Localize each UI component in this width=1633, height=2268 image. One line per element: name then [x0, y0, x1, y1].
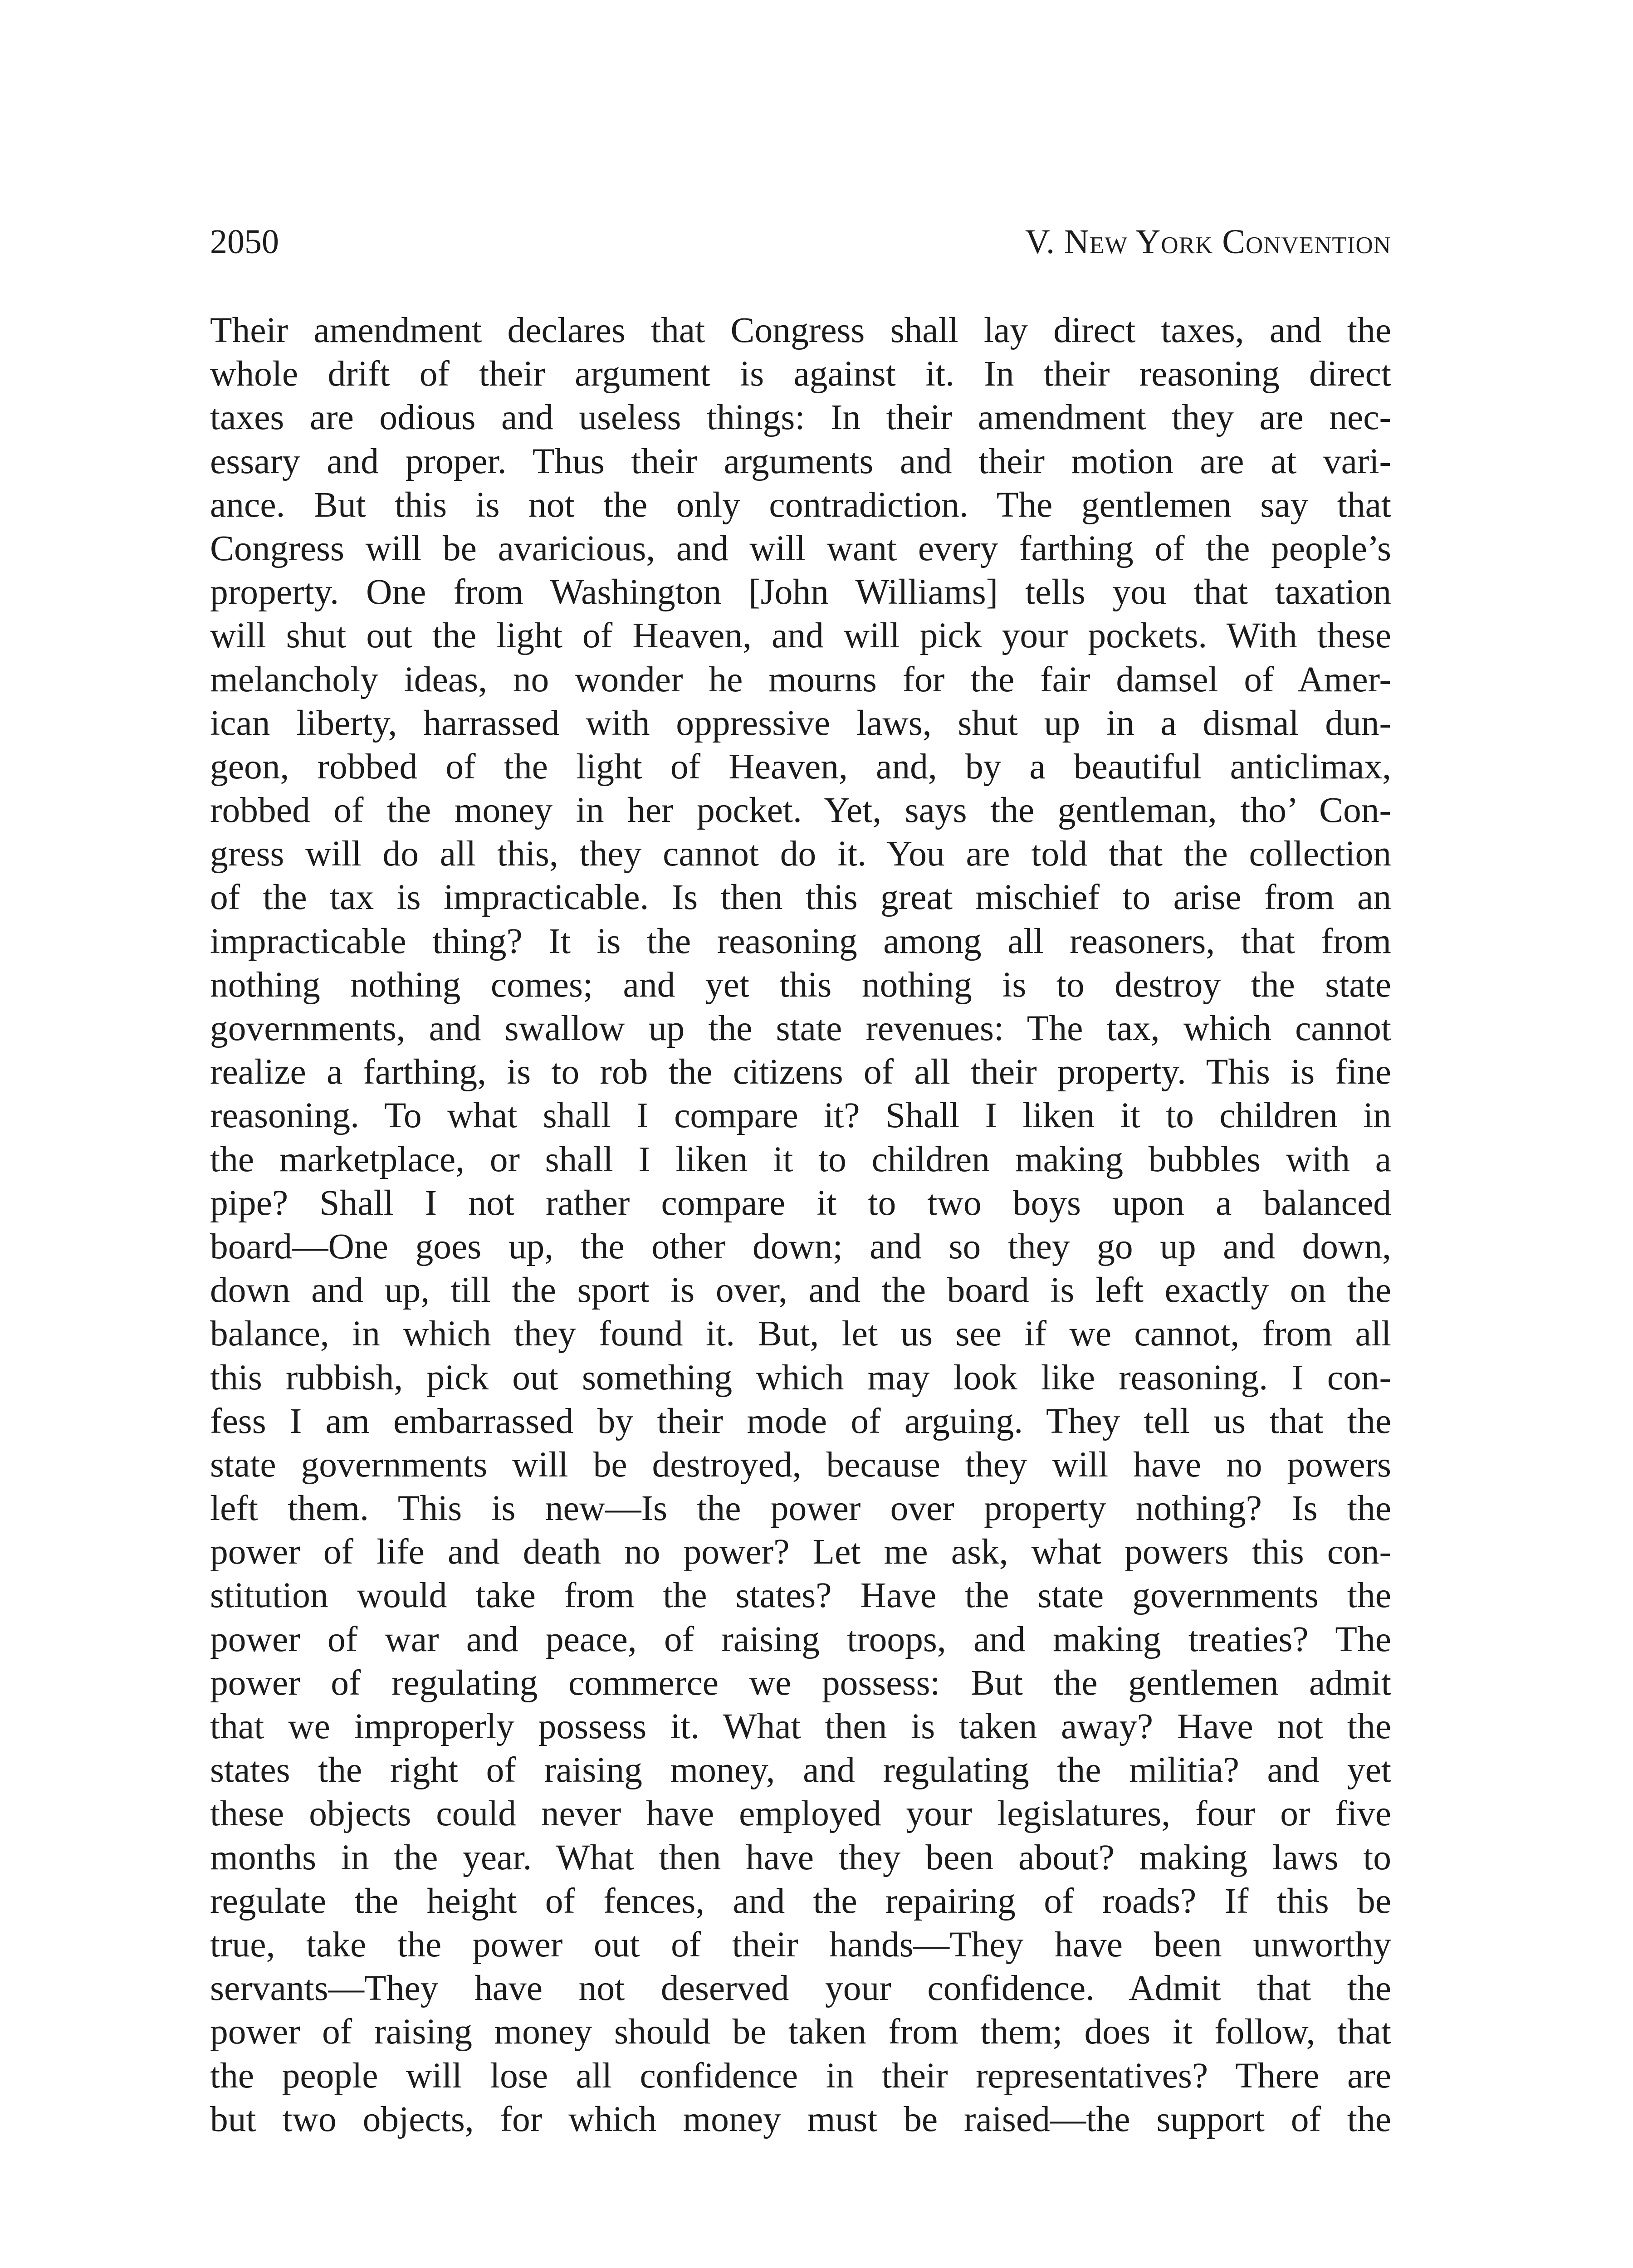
text-line: power of war and peace, of raising troops, and making treaties? The: [210, 1619, 1391, 1659]
text-line: melancholy ideas, no wonder he mourns for the fair damsel of Amer-: [210, 659, 1391, 699]
text-line: this rubbish, pick out something which may look like reasoning. I con-: [210, 1357, 1391, 1398]
text-line: stitution would take from the states? Have the state governments the: [210, 1575, 1391, 1616]
text-line: nothing nothing comes; and yet this nothing is to destroy the state: [210, 964, 1391, 1005]
text-line: property. One from Washington [John Williams] tells you that taxation: [210, 572, 1391, 612]
text-line: ican liberty, harrassed with oppressive laws, shut up in a dismal dun-: [210, 703, 1391, 743]
text-line: whole drift of their argument is against it. In their reasoning direct: [210, 354, 1391, 394]
text-line: board—One goes up, the other down; and so they go up and down,: [210, 1226, 1391, 1266]
text-line: power of regulating commerce we possess: But the gentlemen admit: [210, 1662, 1391, 1703]
text-line: essary and proper. Thus their arguments and their motion are at vari-: [210, 441, 1391, 481]
text-line: ance. But this is not the only contradiction. The gentlemen say that: [210, 484, 1391, 525]
text-line: regulate the height of fences, and the repairing of roads? If this be: [210, 1881, 1391, 1921]
text-line: will shut out the light of Heaven, and will pick your pockets. With these: [210, 616, 1391, 656]
text-line: the marketplace, or shall I liken it to children making bubbles with a: [210, 1139, 1391, 1179]
text-line: of the tax is impracticable. Is then this great mischief to arise from an: [210, 877, 1391, 918]
text-line: Congress will be avaricious, and will want every farthing of the people’s: [210, 528, 1391, 568]
text-line: robbed of the money in her pocket. Yet, says the gentleman, tho’ Con-: [210, 790, 1391, 831]
text-line: state governments will be destroyed, because they will have no powers: [210, 1444, 1391, 1485]
text-line: gress will do all this, they cannot do it. You are told that the collection: [210, 834, 1391, 874]
page-number: 2050: [210, 223, 279, 261]
text-line: power of raising money should be taken from them; does it follow, that: [210, 2012, 1391, 2052]
text-line: realize a farthing, is to rob the citizens of all their property. This is fine: [210, 1052, 1391, 1092]
text-line: fess I am embarrassed by their mode of arguing. They tell us that the: [210, 1401, 1391, 1441]
text-line: but two objects, for which money must be raised—the support of the: [210, 2099, 1391, 2139]
text-line: geon, robbed of the light of Heaven, and, by a beautiful anticlimax,: [210, 746, 1391, 787]
text-line: servants—They have not deserved your confidence. Admit that the: [210, 1968, 1391, 2009]
running-head: [210, 217, 1391, 267]
text-line: left them. This is new—Is the power over property nothing? Is the: [210, 1488, 1391, 1529]
text-line: these objects could never have employed your legislatures, four or five: [210, 1794, 1391, 1834]
text-line: states the right of raising money, and regulating the militia? and yet: [210, 1750, 1391, 1790]
text-line: reasoning. To what shall I compare it? Shall I liken it to children in: [210, 1095, 1391, 1136]
text-line: balance, in which they found it. But, let us see if we cannot, from all: [210, 1314, 1391, 1354]
text-line: power of life and death no power? Let me ask, what powers this con-: [210, 1532, 1391, 1572]
text-line: impracticable thing? It is the reasoning among all reasoners, that from: [210, 921, 1391, 961]
text-line: taxes are odious and useless things: In their amendment they are nec-: [210, 397, 1391, 438]
text-line: true, take the power out of their hands—They have been unworthy: [210, 1924, 1391, 1965]
text-line: months in the year. What then have they been about? making laws to: [210, 1837, 1391, 1877]
body-text: [210, 308, 1391, 2141]
text-line: governments, and swallow up the state revenues: The tax, which cannot: [210, 1008, 1391, 1048]
text-line: Their amendment declares that Congress shall lay direct taxes, and the: [210, 310, 1391, 350]
text-line: pipe? Shall I not rather compare it to two boys upon a balanced: [210, 1183, 1391, 1223]
text-line: the people will lose all confidence in their representatives? There are: [210, 2055, 1391, 2096]
text-line: down and up, till the sport is over, and the board is left exactly on the: [210, 1270, 1391, 1310]
text-line: that we improperly possess it. What then is taken away? Have not the: [210, 1706, 1391, 1746]
running-title: V. New York Convention: [1025, 223, 1391, 261]
